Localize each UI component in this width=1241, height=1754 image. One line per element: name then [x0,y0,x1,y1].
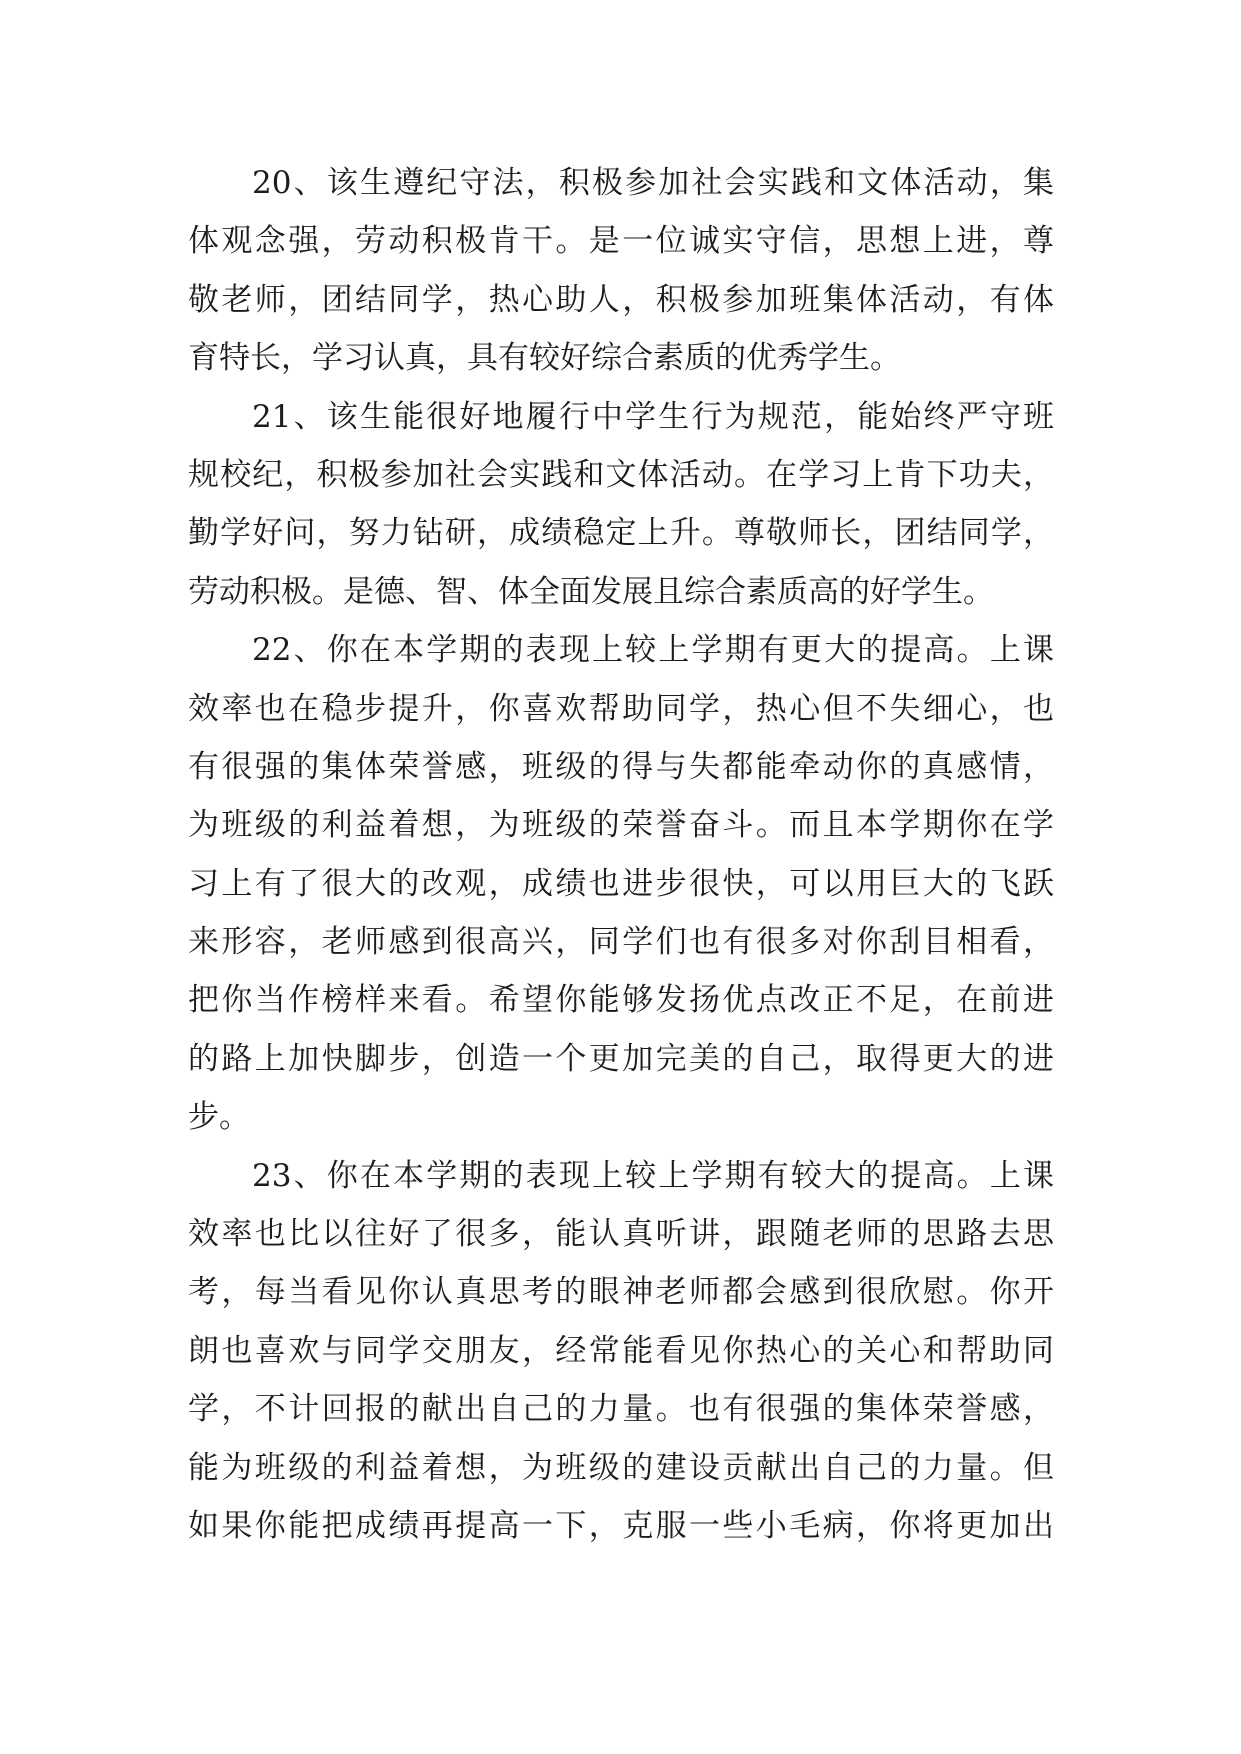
paragraph-line: 规校纪，积极参加社会实践和文体活动。在学习上肯下功夫， [188,456,1054,493]
paragraph-23 [188,1147,1054,1556]
paragraph-line: 效率也比以往好了很多，能认真听讲，跟随老师的思路去思 [188,1216,1054,1253]
document-body [188,154,1054,1555]
paragraph-line: 如果你能把成绩再提高一下，克服一些小毛病，你将更加出 [188,1507,1054,1544]
paragraph-line: 22、你在本学期的表现上较上学期有更大的提高。上课 [252,632,1054,669]
paragraph-line: 有很强的集体荣誉感，班级的得与失都能牵动你的真感情， [188,748,1054,785]
paragraph-line: 学，不计回报的献出自己的力量。也有很强的集体荣誉感， [188,1391,1054,1428]
paragraph-line: 朗也喜欢与同学交朋友，经常能看见你热心的关心和帮助同 [188,1332,1054,1369]
paragraph-line: 能为班级的利益着想，为班级的建设贡献出自己的力量。但 [188,1449,1054,1486]
paragraph-line: 体观念强，劳动积极肯干。是一位诚实守信，思想上进，尊 [188,223,1054,260]
paragraph-line: 20、该生遵纪守法，积极参加社会实践和文体活动，集 [252,165,1054,201]
paragraph-line: 敬老师，团结同学，热心助人，积极参加班集体活动，有体 [188,281,1054,318]
paragraph-line: 为班级的利益着想，为班级的荣誉奋斗。而且本学期你在学 [188,807,1054,844]
paragraph-line: 勤学好问，努力钻研，成绩稳定上升。尊敬师长，团结同学， [188,515,1054,552]
paragraph-line: 21、该生能很好地履行中学生行为规范，能始终严守班 [252,398,1054,435]
paragraph-line: 来形容，老师感到很高兴，同学们也有很多对你刮目相看， [188,924,1054,961]
paragraph-line: 考，每当看见你认真思考的眼神老师都会感到很欣慰。你开 [188,1274,1054,1311]
paragraph-line: 习上有了很大的改观，成绩也进步很快，可以用巨大的飞跃 [188,865,1054,902]
paragraph-line: 23、你在本学期的表现上较上学期有较大的提高。上课 [252,1157,1054,1194]
paragraph-line: 步。 [188,1099,250,1136]
paragraph-line: 把你当作榜样来看。希望你能够发扬优点改正不足，在前进 [188,982,1054,1019]
paragraph-20 [188,154,1054,388]
paragraph-22 [188,621,1054,1147]
paragraph-line: 效率也在稳步提升，你喜欢帮助同学，热心但不失细心，也 [188,690,1054,727]
paragraph-line: 劳动积极。是德、智、体全面发展且综合素质高的好学生。 [188,573,994,610]
paragraph-line: 育特长，学习认真，具有较好综合素质的优秀学生。 [188,340,901,377]
paragraph-line: 的路上加快脚步，创造一个更加完美的自己，取得更大的进 [188,1040,1054,1077]
paragraph-21 [188,388,1054,622]
